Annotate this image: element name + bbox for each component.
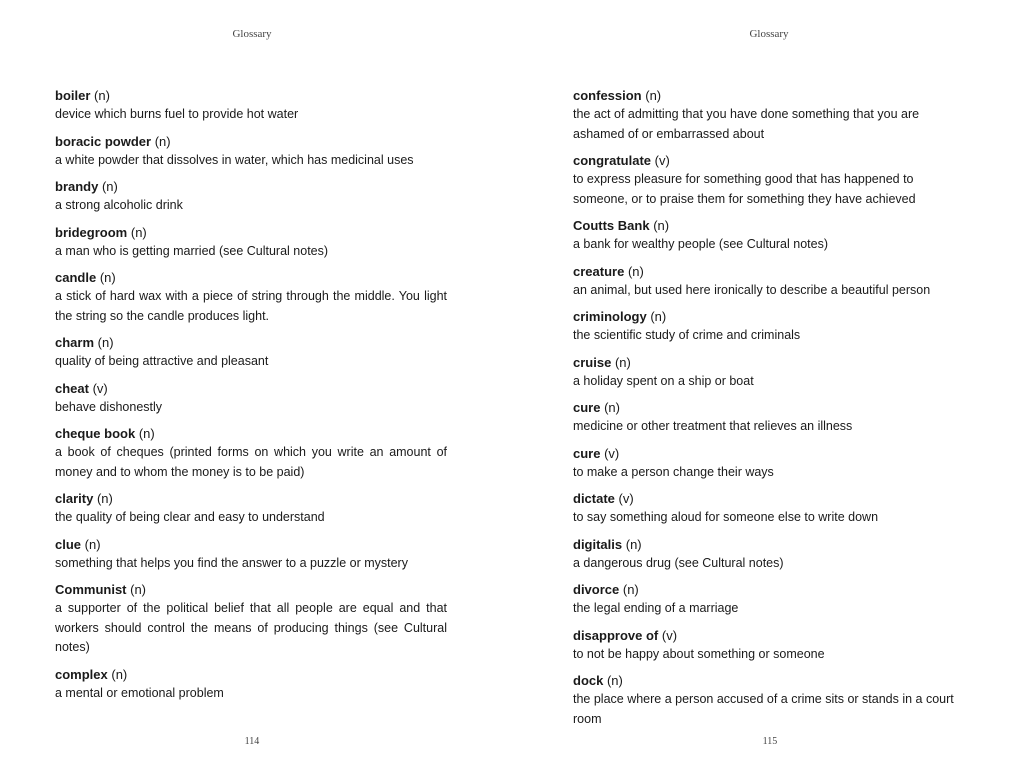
entry-part-of-speech: (n): [627, 263, 644, 279]
page-number: 114: [244, 736, 260, 747]
entry-part-of-speech: (n): [97, 335, 114, 350]
entry-part-of-speech: (n): [622, 582, 639, 597]
entry-part-of-speech: (n): [84, 536, 101, 552]
glossary-entry: [55, 489, 447, 528]
entry-part-of-speech: (n): [94, 88, 110, 103]
glossary-entry: [573, 262, 968, 301]
glossary-entry: [573, 489, 968, 528]
entry-part-of-speech: (n): [111, 666, 128, 682]
entry-definition: the scientific study of crime and criminals: [573, 328, 801, 342]
glossary-entry: [573, 580, 968, 619]
entry-definition: a book of cheques (printed forms on which you write an amount of money and to whom the money is to be paid): [55, 445, 447, 479]
glossary-entry: [55, 268, 447, 326]
entry-definition: something that helps you find the answer to a puzzle or mystery: [55, 555, 408, 570]
entry-part-of-speech: (n): [625, 536, 642, 552]
entry-part-of-speech: (v): [618, 491, 634, 506]
entry-term: boiler: [55, 88, 91, 103]
glossary-entry: [573, 353, 968, 392]
glossary-entry: [55, 333, 447, 372]
entry-term: candle: [55, 270, 97, 285]
entry-definition: behave dishonestly: [55, 399, 163, 414]
glossary-entry: [573, 671, 968, 729]
entry-term: criminology: [573, 309, 647, 324]
entry-term: brandy: [55, 179, 99, 194]
entry-term: clue: [55, 536, 82, 552]
entry-part-of-speech: (n): [154, 133, 171, 149]
glossary-entry: [55, 665, 447, 704]
entry-part-of-speech: (v): [654, 153, 670, 168]
entry-part-of-speech: (n): [130, 224, 147, 240]
entry-part-of-speech: (v): [604, 445, 620, 461]
entry-definition: a supporter of the political belief that all people are equal and that workers should control the means of producing things (see Cultural notes): [55, 601, 447, 654]
entry-part-of-speech: (v): [92, 380, 108, 396]
entry-term: Coutts Bank: [573, 218, 650, 233]
entry-term: dock: [573, 673, 604, 688]
entry-term: dictate: [573, 491, 615, 506]
entry-definition: a mental or emotional problem: [55, 685, 224, 700]
entry-definition: the place where a person accused of a crime sits or stands in a court room: [573, 692, 954, 726]
entry-term: confession: [573, 88, 642, 103]
entry-definition: a white powder that dissolves in water, which has medicinal uses: [55, 152, 414, 167]
glossary-entries: [55, 86, 447, 710]
glossary-entry: [55, 132, 447, 171]
entry-definition: to express pleasure for something good that has happened to someone, or to praise them for something they have achieved: [573, 172, 916, 206]
glossary-entry: [573, 151, 968, 209]
glossary-entry: [573, 398, 968, 437]
entry-part-of-speech: (n): [101, 179, 118, 194]
entry-definition: to say something aloud for someone else to write down: [573, 510, 879, 524]
entry-definition: medicine or other treatment that relieves an illness: [573, 419, 853, 433]
glossary-entry: [55, 223, 447, 262]
entry-part-of-speech: (n): [130, 582, 147, 597]
glossary-entry: [55, 580, 447, 658]
glossary-entry: [573, 626, 968, 665]
entry-term: Communist: [55, 582, 127, 597]
glossary-entry: [573, 216, 968, 255]
glossary-entry: [55, 86, 447, 125]
entry-part-of-speech: (n): [653, 218, 670, 233]
entry-term: cruise: [573, 354, 612, 370]
entry-definition: the act of admitting that you have done something that you are ashamed of or embarrassed about: [573, 107, 920, 141]
entry-definition: the quality of being clear and easy to understand: [55, 510, 325, 524]
entry-part-of-speech: (n): [99, 270, 116, 285]
running-head: Glossary: [749, 28, 789, 40]
glossary-entry: [573, 444, 968, 483]
entry-term: charm: [55, 335, 95, 350]
entry-part-of-speech: (n): [650, 309, 667, 324]
running-head: Glossary: [232, 28, 272, 40]
glossary-entry: [55, 379, 447, 418]
entry-part-of-speech: (n): [606, 673, 623, 688]
entry-term: boracic powder: [55, 133, 152, 149]
entry-term: cheque book: [55, 426, 136, 441]
entry-part-of-speech: (n): [645, 88, 662, 103]
entry-definition: the legal ending of a marriage: [573, 601, 739, 615]
entry-part-of-speech: (n): [614, 354, 631, 370]
entry-definition: a holiday spent on a ship or boat: [573, 373, 754, 388]
glossary-entry: [55, 424, 447, 482]
glossary-entry: [573, 86, 968, 144]
entry-term: digitalis: [573, 536, 623, 552]
entry-definition: device which burns fuel to provide hot water: [55, 107, 299, 121]
entry-part-of-speech: (n): [96, 491, 113, 506]
entry-term: disapprove of: [573, 627, 659, 643]
glossary-entry: [573, 307, 968, 346]
entry-definition: a bank for wealthy people (see Cultural notes): [573, 237, 829, 251]
entry-definition: a strong alcoholic drink: [55, 198, 183, 212]
page-number: 115: [762, 736, 778, 747]
entry-term: cure: [573, 445, 601, 461]
entry-term: cure: [573, 400, 601, 415]
entry-part-of-speech: (n): [138, 426, 155, 441]
entry-term: creature: [573, 263, 625, 279]
entry-definition: quality of being attractive and pleasant: [55, 354, 269, 368]
entry-term: congratulate: [573, 153, 652, 168]
entry-term: clarity: [55, 491, 94, 506]
entry-definition: an animal, but used here ironically to describe a beautiful person: [573, 282, 931, 297]
right-page: [510, 0, 1020, 772]
glossary-entry: [573, 535, 968, 574]
glossary-entries: [573, 86, 968, 736]
entry-definition: a dangerous drug (see Cultural notes): [573, 555, 784, 570]
entry-definition: to make a person change their ways: [573, 464, 774, 479]
glossary-entry: [55, 177, 447, 216]
entry-part-of-speech: (v): [661, 627, 678, 643]
entry-term: complex: [55, 666, 108, 682]
glossary-entry: [55, 535, 447, 574]
entry-definition: a stick of hard wax with a piece of string through the middle. You light the string so the candle produces light.: [55, 289, 447, 323]
entry-term: bridegroom: [55, 224, 128, 240]
entry-definition: to not be happy about something or someone: [573, 646, 825, 661]
entry-term: cheat: [55, 380, 89, 396]
entry-definition: a man who is getting married (see Cultural notes): [55, 243, 329, 258]
entry-part-of-speech: (n): [604, 400, 620, 415]
entry-term: divorce: [573, 582, 620, 597]
